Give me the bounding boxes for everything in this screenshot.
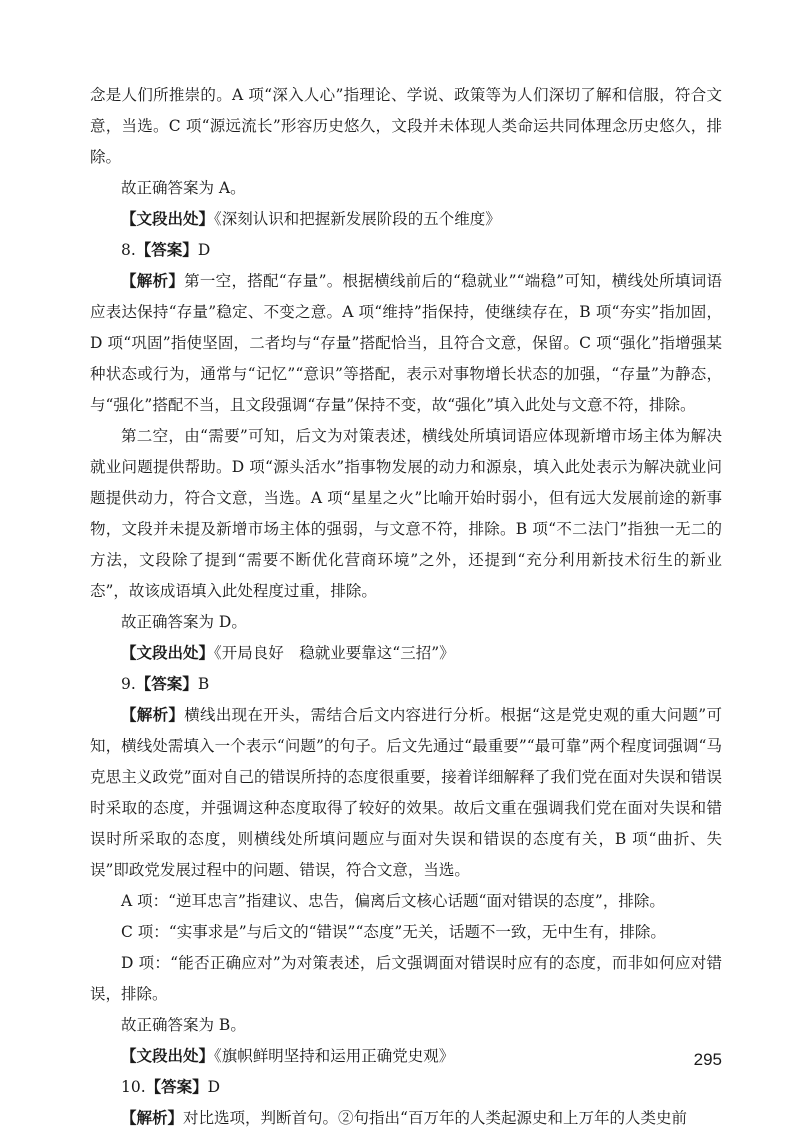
analysis-text: 横线出现在开头，需结合后文内容进行分析。根据“这是党史观的重大问题”可知，横线处需填入一个表示“问题”的句子。后文先通过“最重要”“最可靠”两个程度词强调“马克思主义政党”面对自己的错误所持的态度很重要，接着详细解释了我们党在面对失误和错误时采取的态度，并强调这种态度取得了较好的效果。故后文重在强调我们党在面对失误和错误时所采取的态度，则横线处所填问题应与面对失误和错误的态度有关，B 项“曲折、失误”即政党发展过程中的问题、错误，符合文意，当选。 <box>90 706 722 879</box>
page-content <box>90 80 722 1134</box>
analysis-label: 【解析】 <box>121 1109 184 1127</box>
paragraph-text: 故正确答案为 D。 <box>121 613 247 631</box>
source-line <box>90 1041 722 1072</box>
question-number: 10. <box>121 1078 146 1096</box>
analysis-text: 对比选项，判断首句。②句指出“百万年的人类起源史和上万年的人类史前 <box>183 1109 687 1127</box>
paragraph-text: D 项：“能否正确应对”为对策表述，后文强调面对错误时应有的态度，而非如何应对错误，排除。 <box>90 954 722 1003</box>
source-title: 《旗帜鲜明坚持和运用正确党史观》 <box>214 1047 455 1065</box>
question-number: 8. <box>121 241 136 259</box>
paragraph-text: 念是人们所推崇的。A 项“深入人心”指理论、学说、政策等为人们深切了解和信服，符合文意，当选。C 项“源远流长”形容历史悠久，文段并未体现人类命运共同体理念历史悠久，排除。 <box>90 86 722 166</box>
answer-line <box>90 1072 722 1103</box>
question-number: 9. <box>121 675 136 693</box>
paragraph-text: 故正确答案为 B。 <box>121 1016 246 1034</box>
paragraph-text: A 项：“逆耳忠言”指建议、忠告，偏离后文核心话题“面对错误的态度”，排除。 <box>121 892 665 910</box>
answer-label: 【答案】 <box>135 675 198 693</box>
analysis-paragraph <box>90 1103 722 1134</box>
answer-label: 【答案】 <box>135 241 198 259</box>
paragraph-text: C 项：“实事求是”与后文的“错误”“态度”无关，话题不一致，无中生有，排除。 <box>121 923 666 941</box>
source-title: 《开局良好 稳就业要靠这“三招”》 <box>214 644 455 662</box>
analysis-text: 第一空，搭配“存量”。根据横线前后的“稳就业”“端稳”可知，横线处所填词语应表达保持“存量”稳定、不变之意。A 项“维持”指保持，使继续存在，B 项“夯实”指加固，D 项“巩固”指使坚固，二者均与“存量”搭配恰当，且符合文意，保留。C 项“强化”指增强某种状态或行为，通常与“记忆”“意识”等搭配，表示对事物增长状态的加强，“存量”为静态，与“强化”搭配不当，且文段强调“存量”保持不变，故“强化”填入此处与文意不符，排除。 <box>90 272 722 414</box>
paragraph <box>90 607 722 638</box>
source-label: 【文段出处】 <box>121 1047 215 1065</box>
paragraph <box>90 1010 722 1041</box>
option-note <box>90 948 722 1010</box>
option-note <box>90 917 722 948</box>
paragraph <box>90 421 722 607</box>
answer-label: 【答案】 <box>145 1078 208 1096</box>
page-number: 295 <box>693 1050 722 1069</box>
answer-value: D <box>197 241 211 259</box>
paragraph <box>90 173 722 204</box>
source-line <box>90 204 722 235</box>
source-label: 【文段出处】 <box>121 210 215 228</box>
answer-value: D <box>207 1078 221 1096</box>
answer-value: B <box>197 675 210 693</box>
paragraph <box>90 80 722 173</box>
source-title: 《深刻认识和把握新发展阶段的五个维度》 <box>214 210 501 228</box>
analysis-paragraph <box>90 266 722 421</box>
analysis-label: 【解析】 <box>121 706 185 724</box>
analysis-label: 【解析】 <box>121 272 185 290</box>
option-note <box>90 886 722 917</box>
answer-line <box>90 235 722 266</box>
answer-line <box>90 669 722 700</box>
paragraph-text: 故正确答案为 A。 <box>121 179 246 197</box>
analysis-paragraph <box>90 700 722 886</box>
source-line <box>90 638 722 669</box>
paragraph-text: 第二空，由“需要”可知，后文为对策表述，横线处所填词语应体现新增市场主体为解决就业问题提供帮助。D 项“源头活水”指事物发展的动力和源泉，填入此处表示为解决就业问题提供动力，符合文意，当选。A 项“星星之火”比喻开始时弱小，但有远大发展前途的新事物，文段并未提及新增市场主体的强弱，与文意不符，排除。B 项“不二法门”指独一无二的方法，文段除了提到“需要不断优化营商环境”之外，还提到“充分利用新技术衍生的新业态”，故该成语填入此处程度过重，排除。 <box>90 427 722 600</box>
source-label: 【文段出处】 <box>121 644 215 662</box>
